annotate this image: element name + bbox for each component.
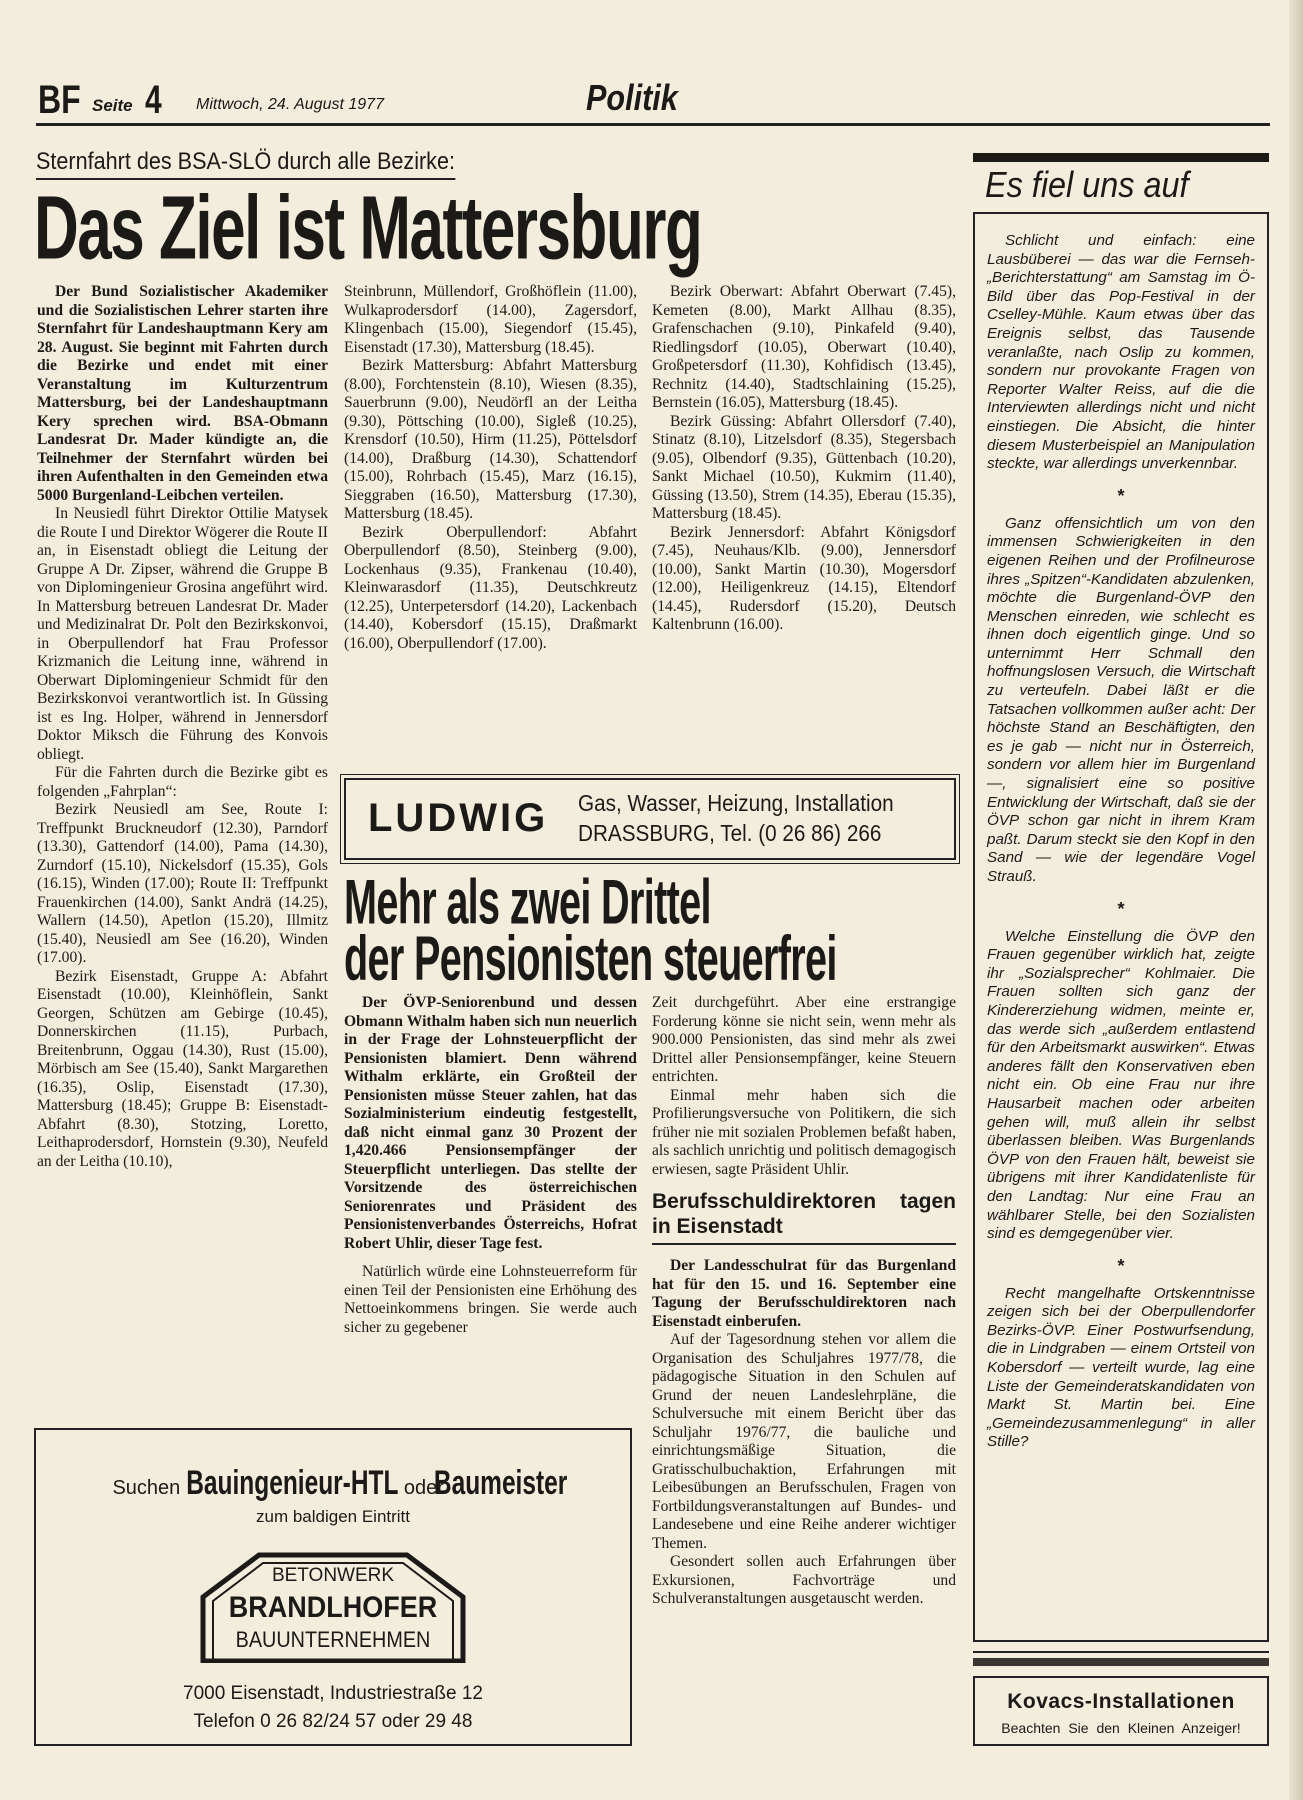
paragraph: Bezirk Oberwart: Abfahrt Oberwart (7.45), Kemeten (8.00), Markt Allhau (8.35), Grafenschachen (9.10), Pinkafeld (9.40), Riedlingsdorf (10.05), Oberwart (10.40), Großpetersdorf (11.30), Kohfidisch (13.45), Rechnitz (14.40), Stadtschlaining (15.25), Bernstein (16.05), Mattersburg (18.45). (652, 283, 956, 411)
header-rule (36, 123, 1270, 126)
article1-column-3 (652, 283, 956, 635)
brandlhofer-logo (199, 1551, 467, 1663)
headline-line: Mehr als zwei Drittel (344, 866, 711, 937)
paragraph: Einmal mehr haben sich die Profilierungsversuche von Politikern, die sich früher nie mit sozialen Problemen befaßt haben, als sachlich unrichtig und politisch demagogisch erwiesen, sagte Präsident Uhlir. (652, 1086, 956, 1178)
separator-star: * (1117, 485, 1125, 506)
article1-lead: Der Bund Sozialistischer Akademiker und die Sozialistischen Lehrer starten ihre Sternfahrt für Landeshauptmann Kery am 28. August. Sie beginnt mit Fahrten durch die Bezirke und endet mit einer Veranstaltung im Kulturzentrum Mattersburg, bei der Landeshauptmann Kery sprechen wird. BSA-Obmann Landesrat Dr. Mader kündigte an, die Teilnehmer der Sternfahrt würden bei ihren Aufenthalten in den Gemeinden etwa 5000 Burgenland-Leibchen verteilen. (37, 283, 328, 504)
ad-suchen: Suchen (112, 1477, 181, 1499)
ludwig-contact: DRASSBURG, Tel. (0 26 86) 266 (578, 820, 882, 846)
separator-star: * (1117, 898, 1125, 919)
article3-lead: Der Landesschulrat für das Burgenland hat für den 15. und 16. September eine Tagung der Berufsschuldirektoren nach Eisenstadt einberufen. (652, 1257, 956, 1330)
headline-line: der Pensionisten steuerfrei (344, 923, 837, 994)
ad-job-2: Baumeister (434, 1464, 568, 1502)
paragraph: Gesondert sollen auch Erfahrungen über Exkursionen, Fachvorträge und Schulveranstaltungen ausgetauscht werden. (652, 1553, 956, 1607)
logo-text: BAUUNTERNEHMEN (235, 1627, 431, 1652)
paragraph: Bezirk Güssing: Abfahrt Ollersdorf (7.40), Stinatz (8.10), Litzelsdorf (8.35), Stegersbach (9.05), Olbendorf (9.35), Güttenbach (10.20), Sankt Michael (10.50), Kukmirn (11.40), Güssing (13.50), Strem (14.35), Eberau (15.35), Mattersburg (18.45). (652, 412, 956, 522)
article1-column-1 (37, 283, 328, 1171)
sidebar-item: Welche Einstellung die ÖVP den Frauen gegenüber wirklich hat, zeigte ihr „Sozialsprecher“ Kohlmaier. Die Frauen sollten sich ganz der Kindererziehung widmen, meinte er, das werde sich „außerdem entlastend für den Arbeitsmarkt auswirken“. Etwas anderes fällt den Konservativen eben nicht ein. Ob eine Frau nur ihre Hausarbeit machen oder arbeiten gehen will, muß allein ihr selbst überlassen bleiben. Was Burgenlands ÖVP von den Frauen hält, beweist sie übrigens mit ihrer Kandidatenliste für den Landtag: Nur eine Frau an wählbarer Stelle, bei den Sozialisten sind es demgegenüber vier. (987, 927, 1255, 1243)
sidebar-box (973, 212, 1269, 1642)
paragraph: Natürlich würde eine Lohnsteuerreform für einen Teil der Pensionisten eine Erhöhung des Nettoeinkommens bringen. Sie werde auch sicher zu gegebener (344, 1263, 637, 1336)
paragraph: In Neusiedl führt Direktor Ottilie Matysek die Route I und Direktor Wögerer die Route II an, in Eisenstadt obliegt die Leitung der Gruppe A Dr. Zipser, während die Gruppe B von Diplomingenieur Grosina angeführt wird. In Mattersburg betreuen Landesrat Dr. Mader und Medizinalrat Dr. Polt den Bezirkskonvoi, in Oberpullendorf hat Frau Professor Krizmanich die Leitung inne, während in Oberwart Diplomingenieur Schmidt für den Bezirkskonvoi verantwortlich ist. In Güssing ist es Ing. Holper, während in Jennersdorf Doktor Miksch die Führung des Konvois obliegt. (37, 505, 328, 763)
divider (973, 1658, 1269, 1666)
paragraph: Auf der Tagesordnung stehen vor allem die Organisation des Schuljahres 1977/78, die pädagogische Situation in den Schulen auf Grund der neuen Landeslehrpläne, die Schulversuche mit einem Bericht über das Schuljahr 1976/77, die bauliche und einrichtungsmäßige Situation, die Gratisschulbuchaktion, Erfahrungen mit Leibesübungen an Berufsschulen, Fragen von Fortbildungsveranstaltungen auf Bundes- und Landesebene und eine Reihe anderer wichtiger Themen. (652, 1331, 956, 1552)
logo-text: BETONWERK (271, 1565, 395, 1586)
paragraph: Bezirk Eisenstadt, Gruppe A: Abfahrt Eisenstadt (10.00), Kleinhöflein, Sankt Georgen, Schützen am Gebirge (10.45), Donnerskirchen (11.15), Purbach, Breitenbrunn, Oggau (14.30), Rust (15.00), Mörbisch am See (15.40), Sankt Margarethen (16.35), Oslip, Eisenstadt (17.30), Mattersburg (18.45); Gruppe B: Eisenstadt-Abfahrt (8.30), Stotzing, Loretto, Leithaprodersdorf, Hornstein (9.30), Neufeld an der Leitha (10.10), (37, 967, 328, 1170)
ad-phone: Telefon 0 26 82/24 57 oder 29 48 (193, 1711, 473, 1732)
article2-headline (344, 866, 837, 994)
brandlhofer-advertisement (34, 1428, 632, 1746)
paragraph: Bezirk Oberpullendorf: Abfahrt Oberpullendorf (8.50), Steinberg (9.00), Lockenhaus (9.35), Frankenau (10.40), Kleinwarasdorf (11.35), Deutschkreutz (12.25), Unterpetersdorf (14.20), Lackenbach (14.40), Kobersdorf (15.15), Draßmarkt (16.00), Oberpullendorf (17.00). (344, 523, 637, 652)
ad-oder: oder (403, 1477, 444, 1499)
sidebar-item: Ganz offensichtlich um von den immensen Schwierigkeiten in den eigenen Reihen und der Profilneurose ihres „Spitzen“-Kandidaten abzulenken, möchte die Burgenland-ÖVP den Menschen einreden, wie schlecht es ihnen doch eigentlich ginge. Und so unternimmt Herr Schmall den hoffnungslosen Versuch, die Wirtschaft zu verteufeln. Dabei läßt er die Tatsachen vollkommen außer acht: Der höchste Stand an Beschäftigten, den es je gab — nicht nur in Österreich, sondern vor allem hier im Burgenland —, signalisiert eine so positive Entwicklung der Wirtschaft, daß sie der ÖVP schon gar nicht in ihrem Kram paßt. Darum steckt sie den Kopf in den Sand — wie der legendäre Vogel Strauß. (987, 514, 1255, 885)
article1-column-2 (344, 283, 637, 653)
ad-job-1: Bauingenieur-HTL (185, 1464, 399, 1502)
paragraph: Bezirk Mattersburg: Abfahrt Mattersburg (8.00), Forchtenstein (8.10), Wiesen (8.35), Sauerbrunn (9.00), Neudörfl an der Leitha (9.30), Pöttsching (10.00), Sigleß (10.25), Krensdorf (10.50), Hirm (11.25), Pöttelsdorf (14.00), Draßburg (14.30), Schattendorf (15.00), Rohrbach (15.45), Marz (16.15), Sieggraben (16.50), Mattersburg (17.30), Mattersburg (18.45). (344, 357, 637, 522)
kovacs-name: Kovacs-Installationen (1007, 1690, 1235, 1713)
page-label: Seite (92, 96, 133, 115)
page-number: 4 (145, 78, 162, 122)
issue-date: Mittwoch, 24. August 1977 (196, 96, 384, 113)
section-title: Politik (586, 77, 678, 118)
paragraph: Steinbrunn, Müllendorf, Großhöflein (11.00), Wulkaprodersdorf (14.00), Zagersdorf, Klingenbach (15.00), Siegendorf (15.45), Eisenstadt (17.30), Mattersburg (18.45). (344, 283, 637, 356)
article2-column-1 (344, 994, 637, 1337)
separator-star: * (1117, 1255, 1125, 1276)
article2-lead: Der ÖVP-Seniorenbund und dessen Obmann Withalm haben sich nun neuerlich in der Frage der Lohnsteuerpflicht der Pensionisten blamiert. Denn während Withalm erklärte, ein Großteil der Pensionisten müsse Steuer zahlen, hat das Sozialministerium eindeutig festgestellt, daß nicht einmal ganz 30 Prozent der 1,420.466 Pensionsempfänger der Steuerpflicht unterliegen. Das stellte der Vorsitzende des österreichischen Seniorenrates und Präsident des Pensionistenverbandes Österreichs, Hofrat Robert Uhlir, dieser Tage fest. (344, 994, 637, 1252)
ad-subline: zum baldigen Eintritt (255, 1507, 411, 1526)
logo-text: BRANDLHOFER (228, 1591, 438, 1624)
sidebar-item: Schlicht und einfach: eine Lausbüberei — das war die Fernseh-„Berichterstattung“ am Samstag im Ö-Bild über das Pop-Festival in der Cselley-Mühle. Kaum etwas über das Ereignis selbst, das Tausende veranlaßte, nach Oslip zu kommen, sondern nur provokante Fragen von Reporter Walter Reiss, auf die die Interviewten allerdings nicht und nicht einstiegen. Die Absicht, die hinter diesem Musterbeispiel an Manipulation steckte, war allerdings unverkennbar. (987, 232, 1255, 473)
ludwig-services: Gas, Wasser, Heizung, Installation (578, 790, 894, 816)
article3-headline: Berufsschuldirektoren tagen in Eisenstadt (652, 1189, 956, 1245)
sidebar-item: Recht mangelhafte Ortskenntnisse zeigen sich bei der Oberpullendorfer Bezirks-ÖVP. Einer Postwurfsendung, die in Lindgraben — einem Ortsteil von Kobersdorf — verteilt wurde, lag eine Liste der Gemeinderatskandidaten von Markt St. Martin bei. Eine „Gemeindezusammenlegung“ in aller Stille? (987, 1284, 1255, 1451)
divider (973, 1651, 1269, 1653)
paragraph: Zeit durchgeführt. Aber eine erstrangige Forderung könne sie nicht sein, wenn mehr als 900.000 Pensionisten, das sind mehr als zwei Drittel aller Pensionsempfänger, keine Steuern entrichten. (652, 994, 956, 1085)
paragraph: Bezirk Neusiedl am See, Route I: Treffpunkt Bruckneudorf (12.30), Parndorf (13.30), Gattendorf (14.00), Pama (14.30), Zurndorf (15.10), Nickelsdorf (15.35), Gols (16.15), Winden (17.00); Route II: Treffpunkt Frauenkirchen (14.00), Sankt Andrä (14.25), Wallern (14.50), Apetlon (15.20), Illmitz (15.40), Neusiedl am See (16.20), Winden (17.00). (37, 801, 328, 966)
paper-logo: BF (38, 78, 81, 122)
sidebar-top-rule (973, 153, 1269, 162)
ad-address: 7000 Eisenstadt, Industriestraße 12 (183, 1683, 483, 1704)
article1-kicker: Sternfahrt des BSA-SLÖ durch alle Bezirke: (36, 148, 455, 180)
article1-headline: Das Ziel ist Mattersburg (34, 177, 702, 279)
kovacs-advertisement (973, 1676, 1269, 1746)
ludwig-brand: LUDWIG (368, 796, 549, 840)
page-edge (1289, 0, 1303, 1800)
kovacs-text: Beachten Sie den Kleinen Anzeiger! (1001, 1720, 1241, 1736)
article2-column-2 (652, 994, 956, 1609)
paragraph: Bezirk Jennersdorf: Abfahrt Königsdorf (7.45), Neuhaus/Klb. (9.00), Jennersdorf (10.00), Sankt Martin (10.30), Mogersdorf (12.00), Heiligenkreuz (14.15), Eltendorf (14.45), Rudersdorf (15.20), Deutsch Kaltenbrunn (16.00). (652, 523, 956, 633)
sidebar-title: Es fiel uns auf (985, 164, 1189, 205)
ludwig-advertisement (344, 778, 956, 860)
paragraph: Für die Fahrten durch die Bezirke gibt es folgenden „Fahrplan“: (37, 764, 328, 800)
